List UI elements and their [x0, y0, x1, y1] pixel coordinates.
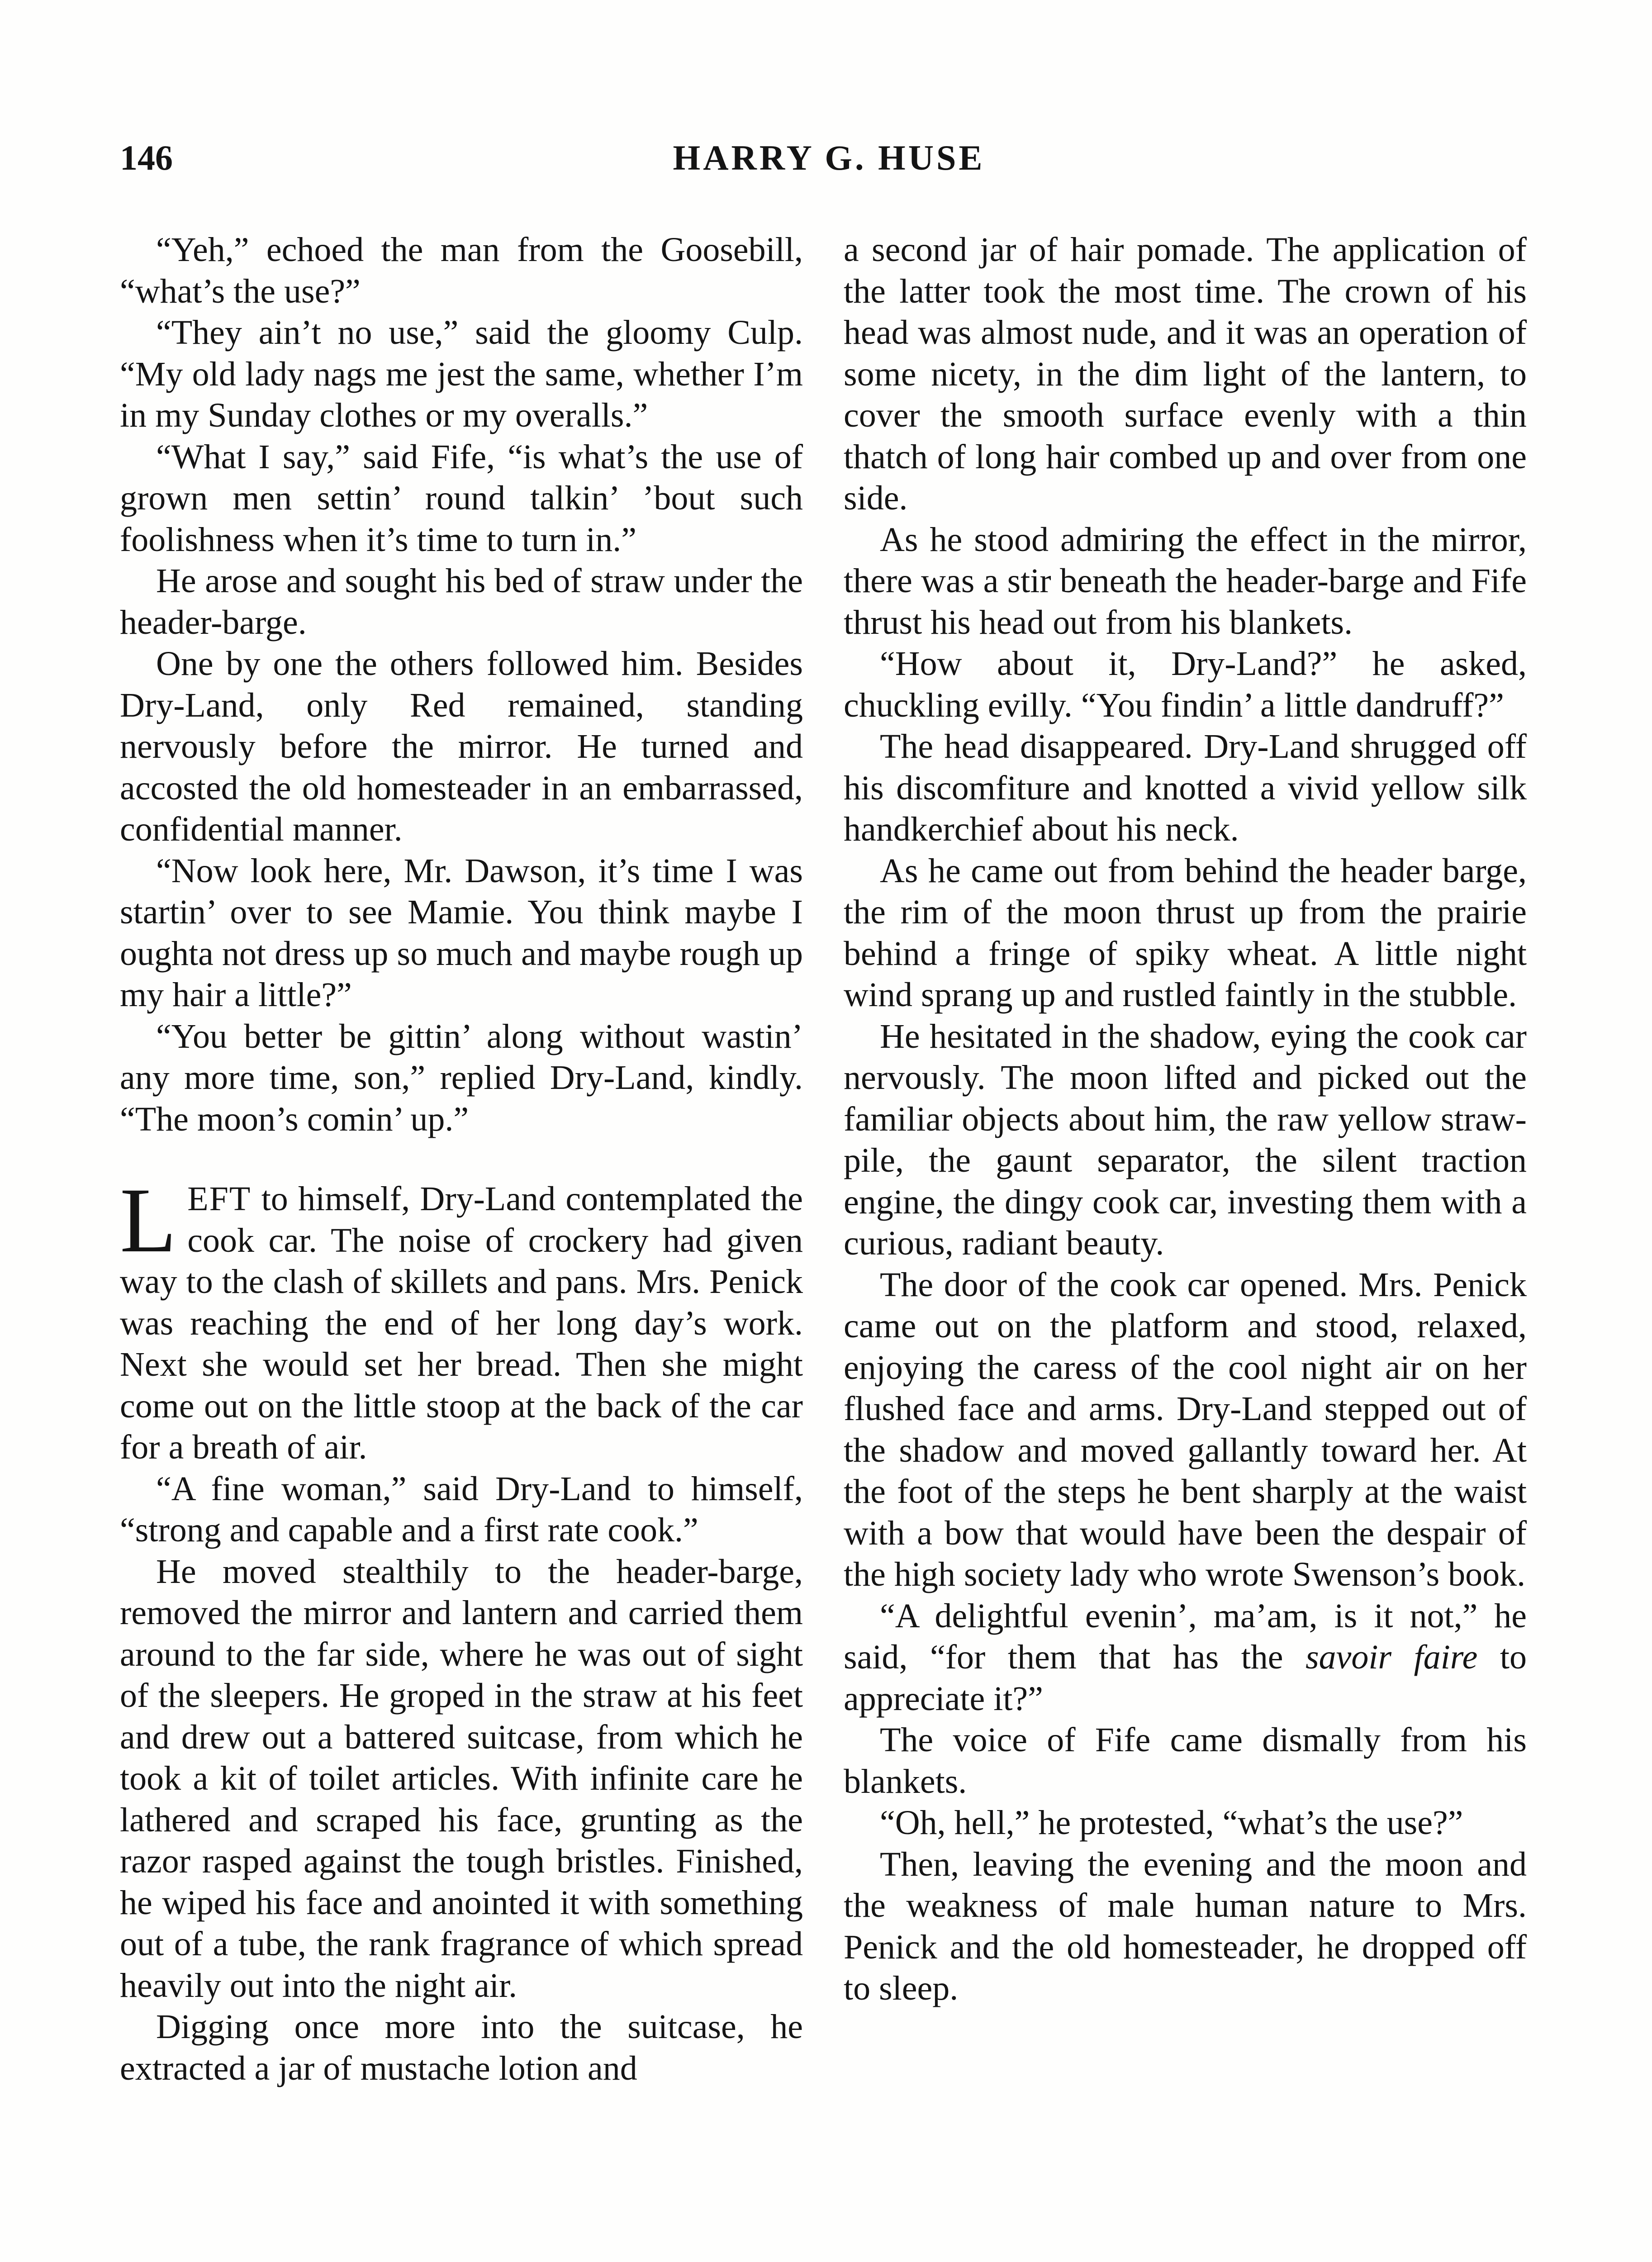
running-head: [120, 131, 1538, 185]
paragraph: “Yeh,” echoed the man from the Goosebill, “what’s the use?”: [120, 231, 803, 310]
dialogue-text-tail: to appreciate it?”: [844, 1638, 1527, 1718]
paragraph: He hesitated in the shadow, eying the cook car nervously. The moon lifted and picked out the familiar objects about him, the raw yellow straw-pile, the gaunt separator, the silent traction engine, the dingy cook car, investing them with a curious, radiant beauty.: [844, 1017, 1527, 1262]
paragraph: “A fine woman,” said Dry-Land to himself, “strong and capable and a first rate cook.”: [120, 1469, 803, 1549]
paragraph: He moved stealthily to the header-barge, removed the mirror and lantern and carried them around to the far side, where he was out of sight of the sleepers. He groped in the straw at his feet and drew out a battered suitcase, from which he took a kit of toilet articles. With infinite care he lathered and scraped his face, grunting as the razor rasped against the tough bristles. Finished, he wiped his face and anointed it with something out of a tube, the rank fragrance of which spread heavily out into the night air.: [120, 1552, 803, 2005]
paragraph: The voice of Fife came dismally from his blankets.: [844, 1721, 1527, 1801]
drop-cap: L: [120, 1169, 177, 1272]
paragraph: The door of the cook car opened. Mrs. Penick came out on the platform and stood, relaxed, enjoying the caress of the cool night air on her flushed face and arms. Dry-Land stepped out of the shadow and moved gallantly toward her. At the foot of the steps he bent sharply at the waist with a bow that would have been the despair of the high society lady who wrote Swenson’s book.: [844, 1265, 1527, 1593]
continued-paragraph: a second jar of hair pomade. The application of the latter took the most time. The crown of his head was almost nude, and it was an operation of some nicety, in the dim light of the lantern, to cover the smooth surface evenly with a thin thatch of long hair combed up and over from one side.: [844, 231, 1527, 517]
paragraph: “How about it, Dry-Land?” he asked, chuckling evilly. “You findin’ a little dandruff?”: [844, 645, 1527, 724]
page-number: 146: [120, 138, 173, 177]
paragraph: Then, leaving the evening and the moon and the weakness of male human nature to Mrs. Penick and the old homesteader, he dropped off to sleep.: [844, 1845, 1527, 2007]
paragraph: Digging once more into the suitcase, he extracted a jar of mustache lotion and: [120, 2008, 803, 2087]
paragraph: He arose and sought his bed of straw under the header-barge.: [120, 562, 803, 642]
paragraph: As he stood admiring the effect in the mirror, there was a stir beneath the header-barge and Fife thrust his head out from his blankets.: [844, 520, 1527, 642]
section-opening-paragraph: [120, 1169, 803, 1468]
paragraph: “Now look here, Mr. Dawson, it’s time I was startin’ over to see Mamie. You think maybe I oughta not dress up so much and maybe rough up my hair a little?”: [120, 851, 803, 1014]
paragraph: “You better be gittin’ along without wastin’ any more time, son,” replied Dry-Land, kindly. “The moon’s comin’ up.”: [120, 1017, 803, 1138]
dialogue-text: “A delightful evenin’, ma’am, is it not,” he said, “for them that has the: [844, 1597, 1527, 1676]
italic-phrase: savoir faire: [1305, 1638, 1478, 1676]
paragraph: The head disappeared. Dry-Land shrugged off his discomfiture and knotted a vivid yellow silk handkerchief about his neck.: [844, 727, 1527, 848]
paragraph: “Oh, hell,” he protested, “what’s the use?”: [880, 1804, 1463, 1842]
paragraph: As he came out from behind the header barge, the rim of the moon thrust up from the prairie behind a fringe of spiky wheat. A little night wind sprang up and rustled faintly in the stubble.: [844, 851, 1527, 1014]
author-name: HARRY G. HUSE: [673, 138, 985, 177]
paragraph: “What I say,” said Fife, “is what’s the use of grown men settin’ round talkin’ ’bout such foolishness when it’s time to turn in.”: [120, 437, 803, 559]
section-opening-text: to himself, Dry-Land contemplated the cook car. The noise of crockery had given way to the clash of skillets and pans. Mrs. Penick was reaching the end of her long day’s work. Next she would set her bread. Then she might come out on the little stoop at the back of the car for a breath of air.: [120, 1180, 803, 1466]
right-column: [844, 229, 1527, 2010]
savoir-faire-paragraph: [844, 1596, 1527, 1720]
paragraph: One by one the others followed him. Besides Dry-Land, only Red remained, standing nervously before the mirror. He turned and accosted the old homesteader in an embarrassed, confidential manner.: [120, 645, 803, 848]
left-column: [120, 229, 803, 2089]
paragraph: “They ain’t no use,” said the gloomy Culp. “My old lady nags me jest the same, whether I’m in my Sunday clothes or my overalls.”: [120, 314, 803, 434]
lead-caps: EFT: [187, 1180, 252, 1218]
